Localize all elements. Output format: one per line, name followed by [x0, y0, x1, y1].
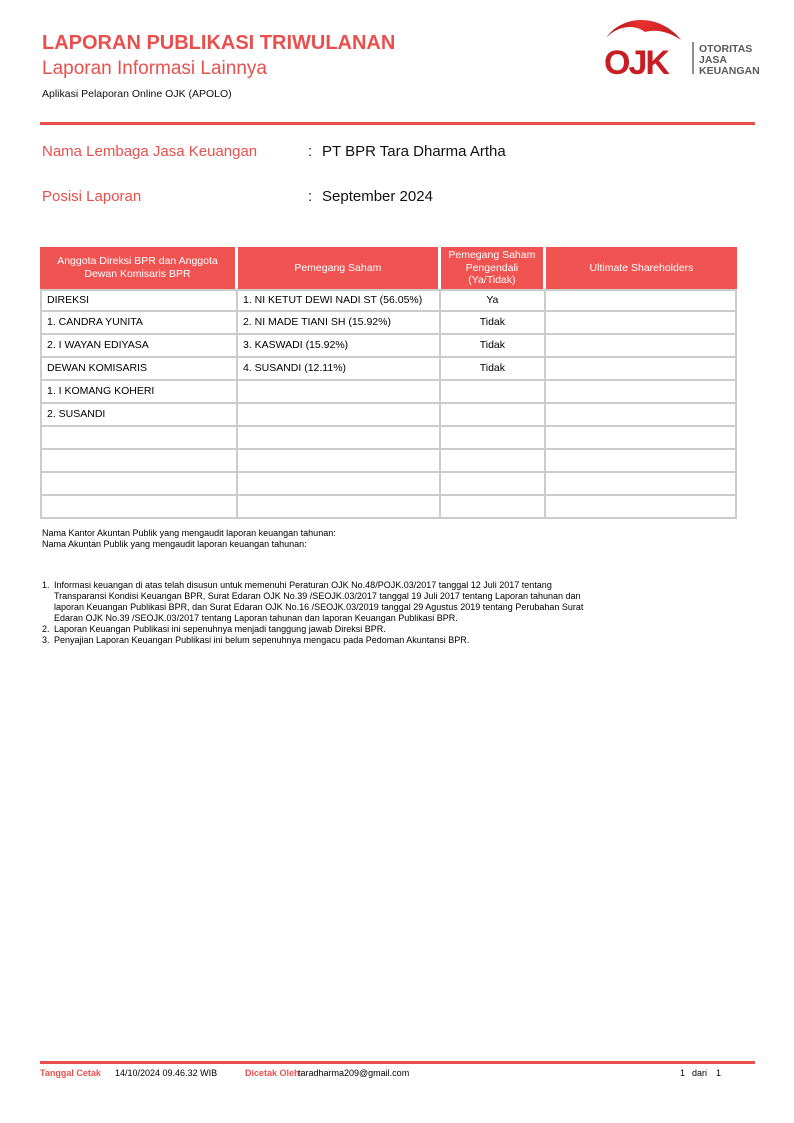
note-text: Laporan Keuangan Publikasi ini sepenuhnya menjadi tanggung jawab Direksi BPR. [54, 624, 386, 634]
table-row [40, 358, 737, 381]
table-cell [441, 427, 546, 450]
table-row [40, 404, 737, 427]
page-number-total: 1 [716, 1068, 722, 1078]
note-item [42, 624, 702, 635]
logo-text-otoritas: OTORITAS [699, 43, 753, 55]
note-text: Informasi keuangan di atas telah disusun untuk memenuhi Peraturan OJK No.48/POJK.03/2017 tanggal 12 Juli 2017 tentang Transparansi Kondisi Keuangan BPR, Surat Edaran OJK No.39 /SEOJK.03/2017 tanggal 19 Juli 2017 tentang Laporan tahunan dan laporan Keuangan Publikasi BPR, dan Surat Edaran OJK No.16 /SEOJK.03/2019 tanggal 29 Agustus 2019 tentang Perubahan Surat Edaran OJK No.39 /SEOJK.03/2017 tentang Laporan tahunan dan laporan Keuangan Publikasi BPR. [54, 580, 584, 623]
table-cell [441, 450, 546, 473]
table-cell [238, 496, 441, 519]
header-cell: Anggota Direksi BPR dan Anggota Dewan Komisaris BPR [40, 247, 238, 289]
table-cell: 1. NI KETUT DEWI NADI ST (56.05%) [238, 289, 441, 312]
ojk-letters: OJK [604, 44, 668, 80]
field-report-position [42, 188, 662, 205]
table-cell: Tidak [441, 358, 546, 381]
header-cell: Pemegang Saham Pengendali (Ya/Tidak) [441, 247, 546, 289]
ojk-logo-icon [602, 16, 760, 80]
table-cell [546, 312, 737, 335]
table-cell: Tidak [441, 312, 546, 335]
table-cell: 1. CANDRA YUNITA [40, 312, 238, 335]
table-row [40, 312, 737, 335]
table-cell: 2. SUSANDI [40, 404, 238, 427]
table-cell [546, 335, 737, 358]
table-cell [40, 427, 238, 450]
header-cell: Pemegang Saham [238, 247, 441, 289]
table-cell [238, 450, 441, 473]
note-text: Penyajian Laporan Keuangan Publikasi ini belum sepenuhnya mengacu pada Pedoman Akuntansi BPR. [54, 635, 470, 645]
header-divider [40, 122, 755, 125]
ojk-logo [602, 16, 760, 85]
page-number-separator: dari [692, 1068, 708, 1078]
table-row [40, 335, 737, 358]
table-row [40, 450, 737, 473]
field-report-position-value: September 2024 [322, 188, 433, 205]
table-cell [546, 427, 737, 450]
field-institution [42, 143, 662, 160]
shareholders-table-container [40, 247, 737, 519]
table-cell [238, 473, 441, 496]
table-row [40, 381, 737, 404]
report-title-block [42, 30, 395, 100]
print-date-value: 14/10/2024 09.46.32 WIB [115, 1068, 218, 1078]
table-cell [40, 450, 238, 473]
table-cell [238, 404, 441, 427]
field-report-position-label: Posisi Laporan [42, 188, 142, 205]
table-cell: 2. I WAYAN EDIYASA [40, 335, 238, 358]
print-date-label: Tanggal Cetak [40, 1068, 101, 1078]
table-row [40, 473, 737, 496]
table-cell [546, 289, 737, 312]
table-cell [546, 358, 737, 381]
app-name: Aplikasi Pelaporan Online OJK (APOLO) [42, 88, 232, 100]
table-cell: Ya [441, 289, 546, 312]
field-institution-label: Nama Lembaga Jasa Keuangan [42, 143, 258, 160]
table-cell: 2. NI MADE TIANI SH (15.92%) [238, 312, 441, 335]
field-report-position-colon: : [308, 188, 313, 205]
notes-list [42, 580, 702, 646]
auditor-block [42, 528, 336, 550]
logo-text-jasa: JASA [699, 54, 728, 66]
report-subtitle: Laporan Informasi Lainnya [42, 58, 267, 79]
printed-by-value: taradharma209@gmail.com [298, 1068, 410, 1078]
table-cell [546, 381, 737, 404]
table-cell [546, 450, 737, 473]
table-cell: DEWAN KOMISARIS [40, 358, 238, 381]
table-cell [238, 427, 441, 450]
table-row [40, 427, 737, 450]
footer-divider [40, 1061, 755, 1064]
field-institution-colon: : [308, 143, 313, 160]
table-cell [40, 473, 238, 496]
note-number: 3. [42, 635, 50, 645]
table-cell: 1. I KOMANG KOHERI [40, 381, 238, 404]
table-cell [546, 473, 737, 496]
auditor-name-line: Nama Akuntan Publik yang mengaudit laporan keuangan tahunan: [42, 539, 307, 549]
note-item [42, 580, 702, 624]
report-info [42, 143, 662, 205]
table-row [40, 289, 737, 312]
table-cell [546, 496, 737, 519]
table-row [40, 496, 737, 519]
printed-by-label: Dicetak Oleh [245, 1068, 300, 1078]
note-number: 2. [42, 624, 50, 634]
table-cell [441, 404, 546, 427]
table-cell [441, 473, 546, 496]
table-cell: 4. SUSANDI (12.11%) [238, 358, 441, 381]
field-institution-value: PT BPR Tara Dharma Artha [322, 143, 506, 160]
table-header-row [40, 247, 737, 289]
table-cell: Tidak [441, 335, 546, 358]
header-cell: Ultimate Shareholders [546, 247, 737, 289]
footer [0, 1068, 794, 1082]
table-cell: DIREKSI [40, 289, 238, 312]
auditor-office-line: Nama Kantor Akuntan Publik yang mengaudit laporan keuangan tahunan: [42, 528, 336, 538]
page-number-current: 1 [680, 1068, 686, 1078]
note-number: 1. [42, 580, 50, 590]
note-item [42, 635, 702, 646]
logo-text-keuangan: KEUANGAN [699, 65, 760, 77]
table-cell [441, 496, 546, 519]
table-cell [238, 381, 441, 404]
table-cell [40, 496, 238, 519]
report-title: LAPORAN PUBLIKASI TRIWULANAN [42, 32, 396, 54]
table-cell [546, 404, 737, 427]
table-cell [441, 381, 546, 404]
table-cell: 3. KASWADI (15.92%) [238, 335, 441, 358]
shareholders-table [40, 247, 737, 519]
table-body [40, 289, 737, 519]
